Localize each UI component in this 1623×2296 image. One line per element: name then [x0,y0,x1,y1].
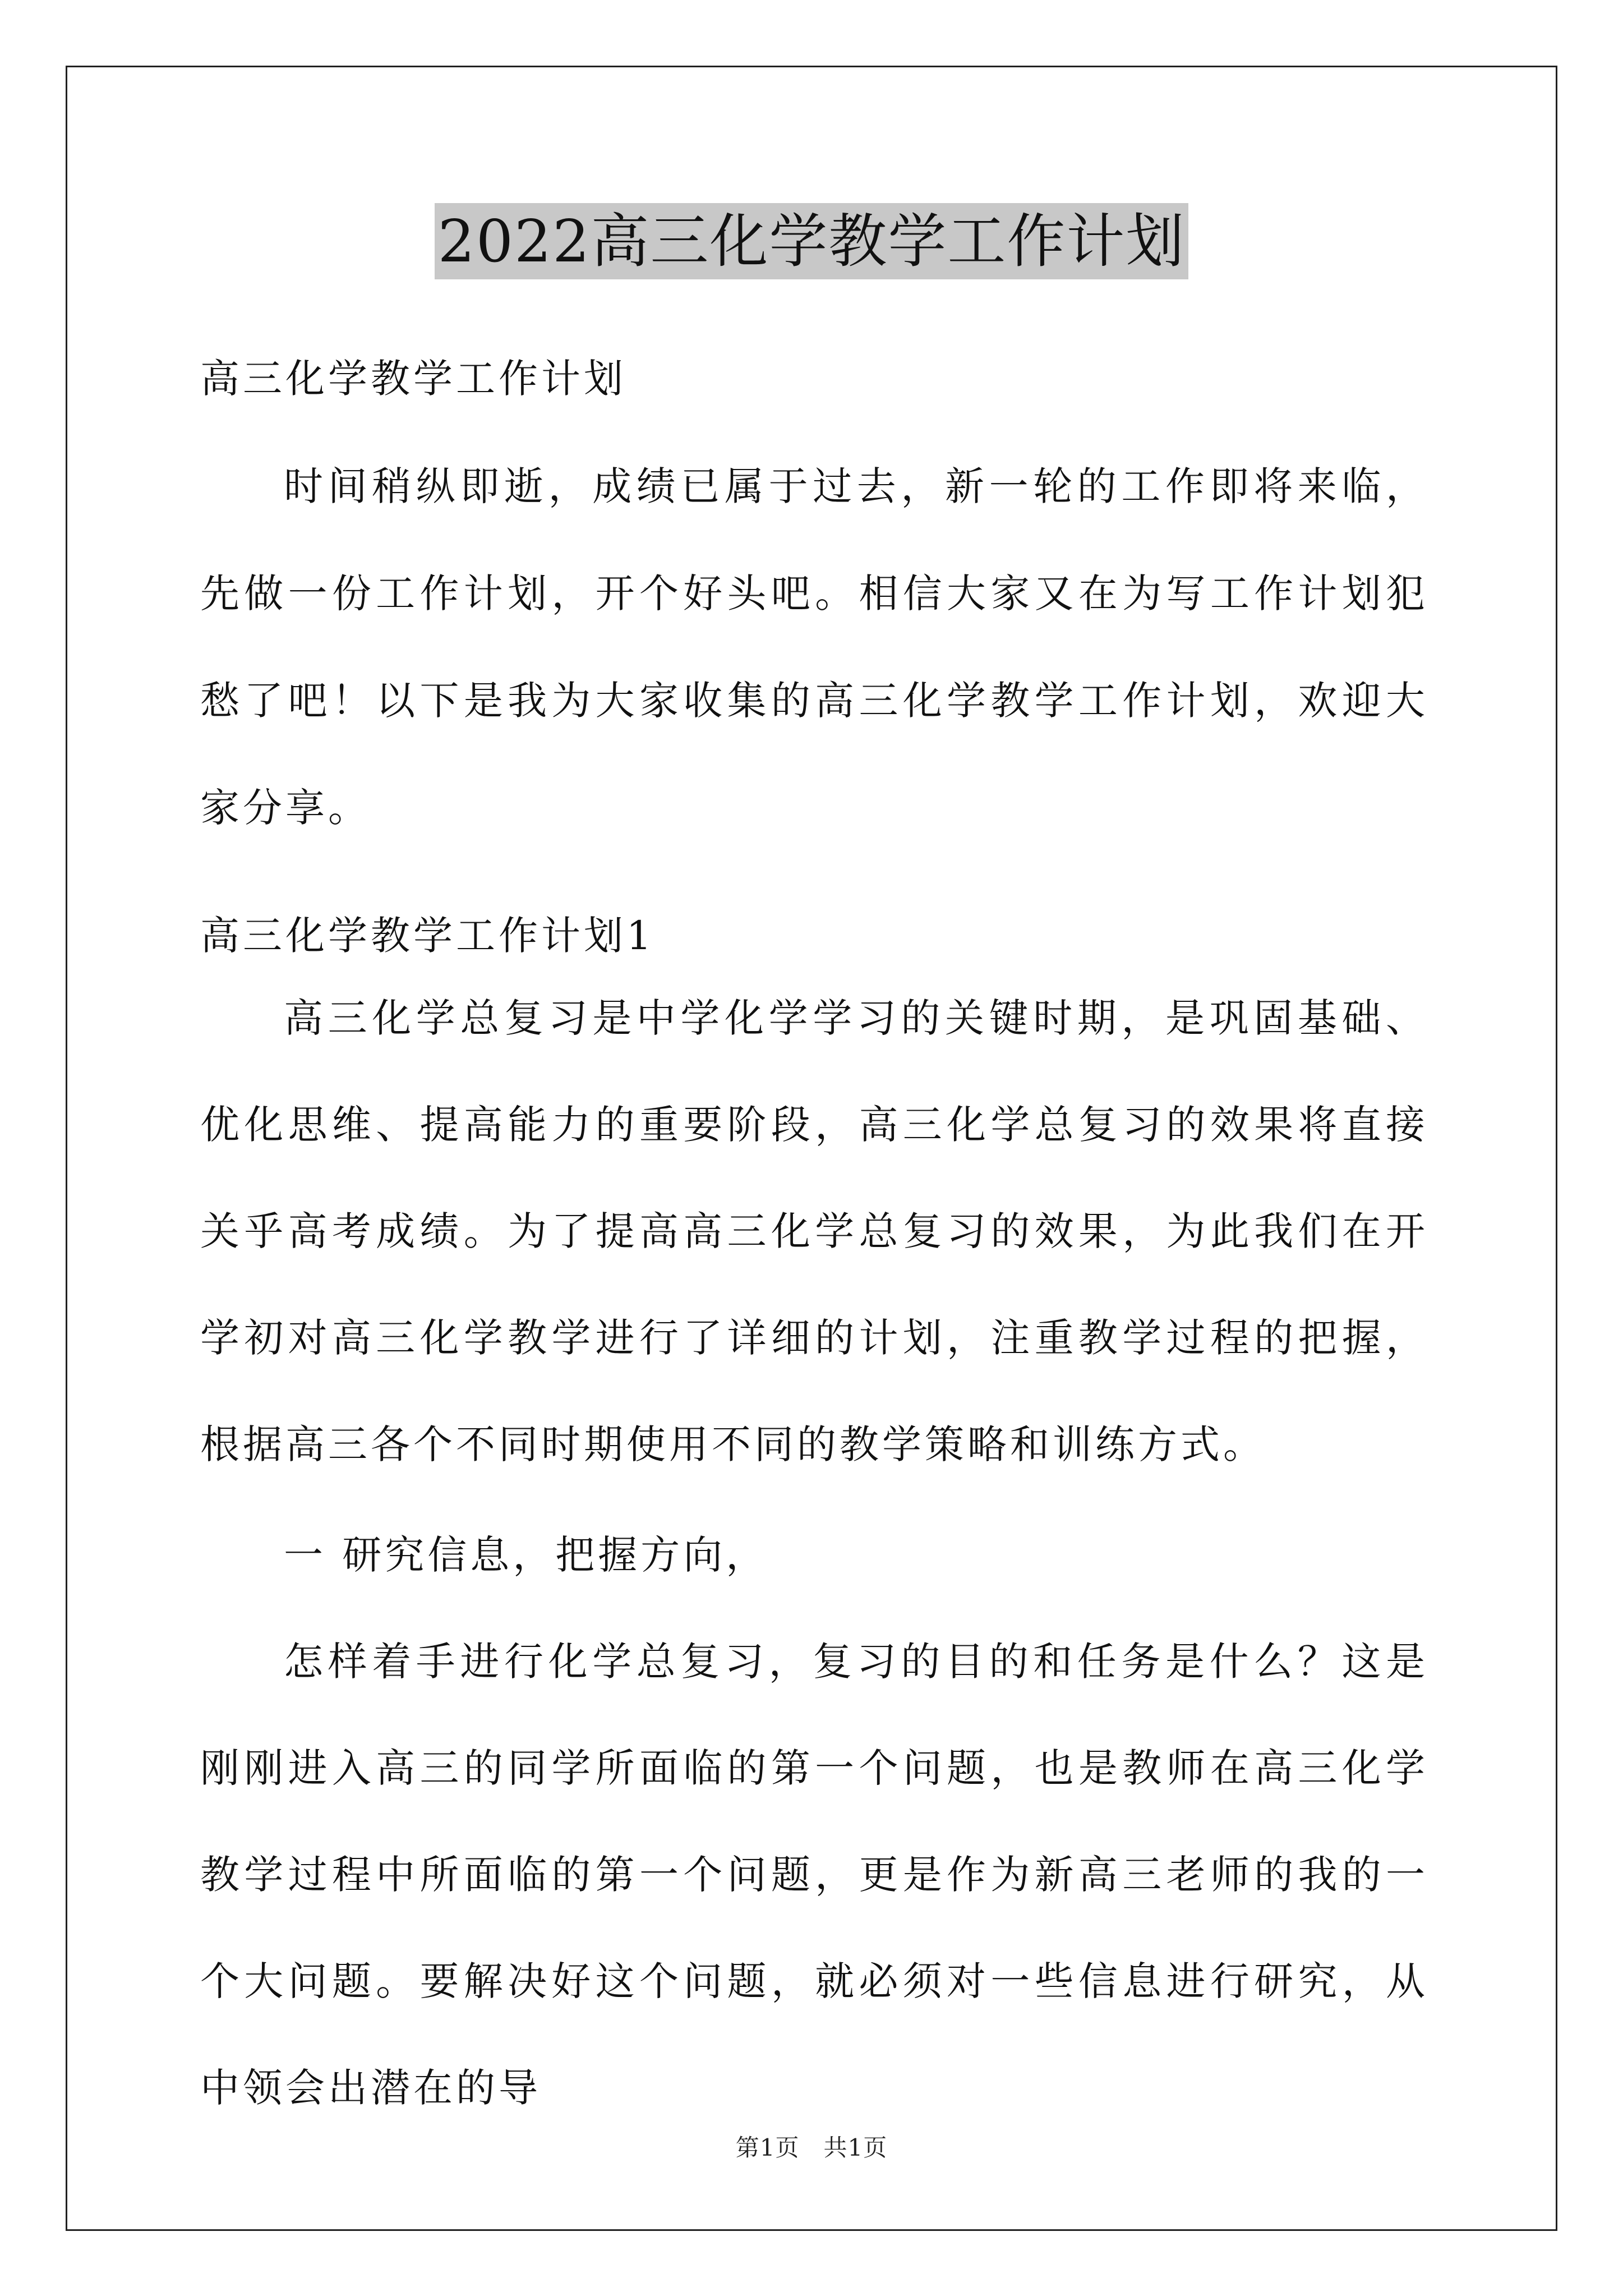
title-container [0,203,1623,279]
intro-paragraph: 时间稍纵即逝，成绩已属于过去，新一轮的工作即将来临，先做一份工作计划，开个好头吧。相信大家又在为写工作计划犯愁了吧！以下是我为大家收集的高三化学教学工作计划，欢迎大家分享。 [200,463,1428,831]
section-heading: 高三化学教学工作计划1 [200,913,655,959]
page-current: 第1页 [735,2134,800,2161]
point-heading: 一 研究信息，把握方向， [284,1532,769,1578]
section-paragraph: 高三化学总复习是中学化学学习的关键时期，是巩固基础、优化思维、提高能力的重要阶段，高三化学总复习的效果将直接关乎高考成绩。为了提高高三化学总复习的效果，为此我们在开学初对高三化学教学进行了详细的计划，注重教学过程的把握，根据高三各个不同时期使用不同的教学策略和训练方式。 [200,995,1428,1467]
page-total: 共1页 [823,2134,888,2161]
document-title: 2022高三化学教学工作计划 [435,203,1189,279]
point-paragraph: 怎样着手进行化学总复习，复习的目的和任务是什么？这是刚刚进入高三的同学所面临的第一个问题，也是教师在高三化学教学过程中所面临的第一个问题，更是作为新高三老师的我的一个大问题。要解决好这个问题，就必须对一些信息进行研究，从中领会出潜在的导 [200,1639,1428,2111]
page-footer [0,2129,1623,2163]
document-subtitle: 高三化学教学工作计划 [200,356,626,402]
